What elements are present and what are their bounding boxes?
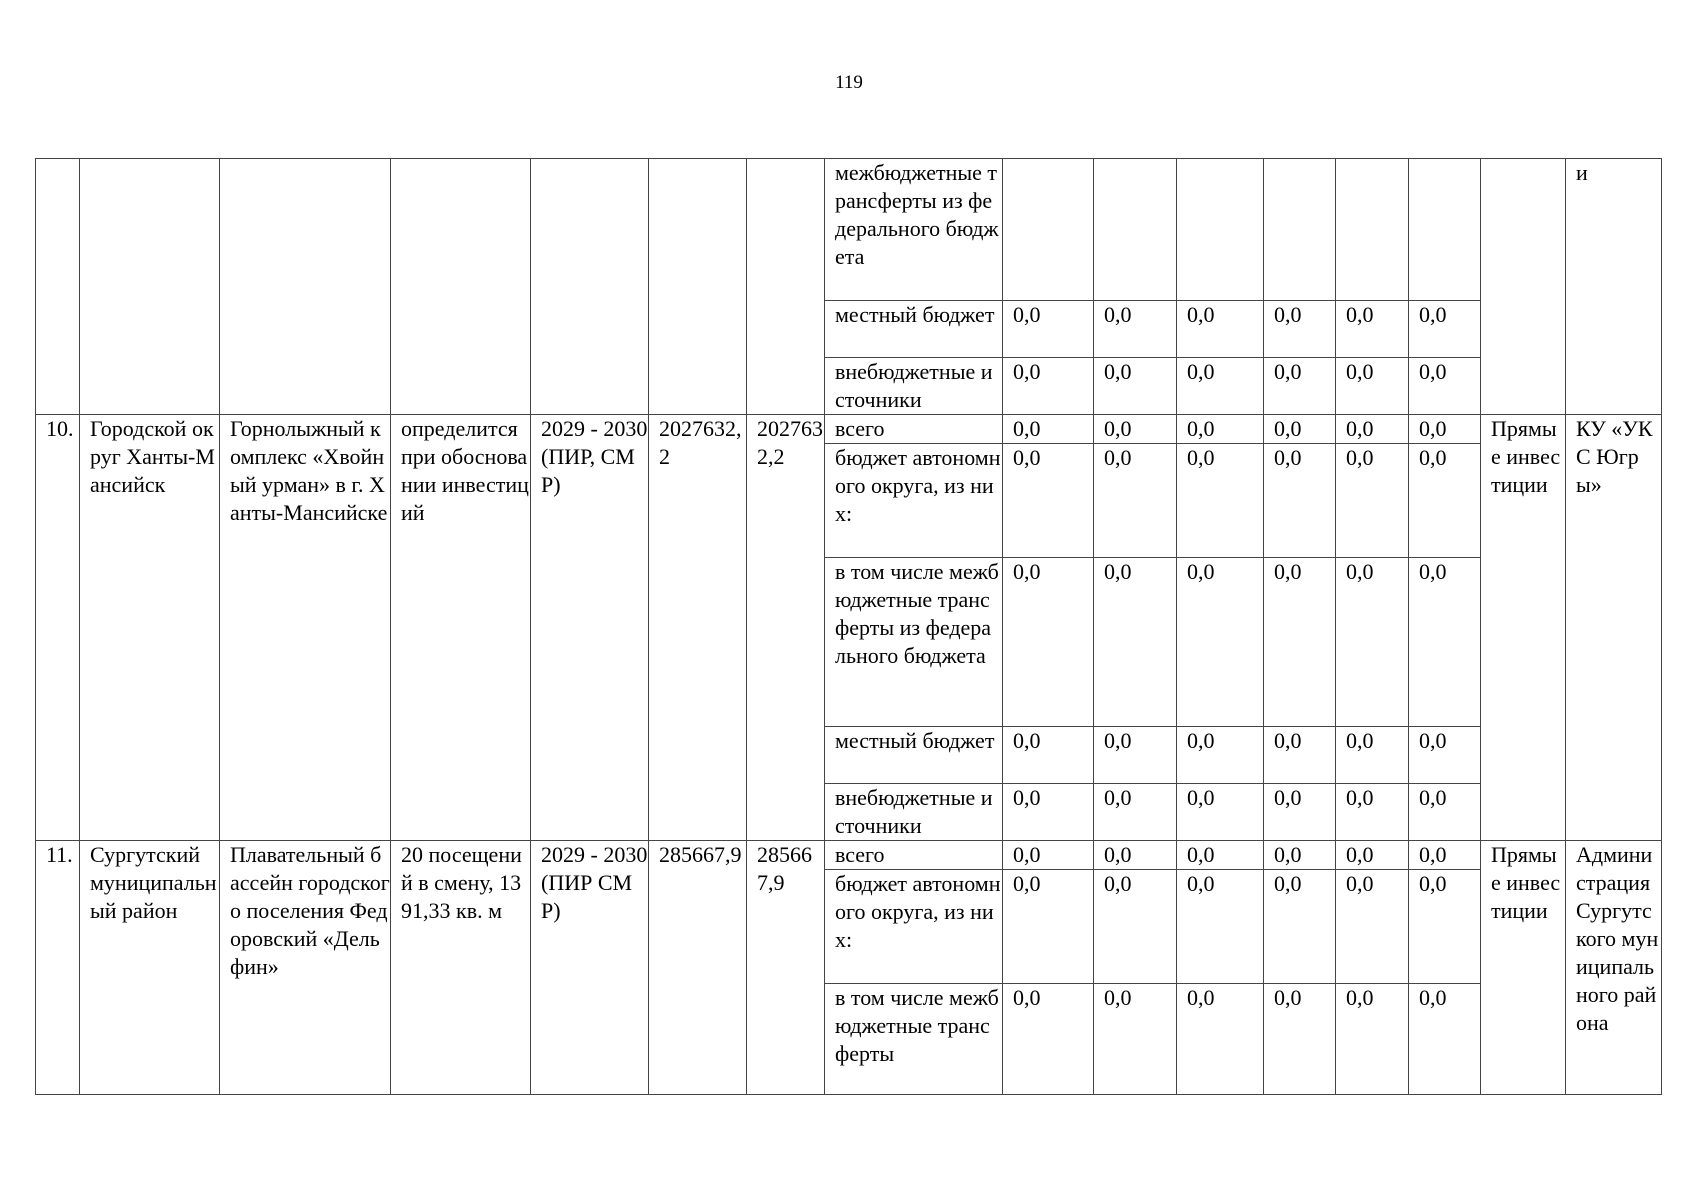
table-row <box>36 415 1662 444</box>
value-cell: 0,0 <box>1177 301 1264 358</box>
cell-remaining <box>747 159 825 415</box>
cell-investment-type <box>1481 159 1566 415</box>
value-cell: 0,0 <box>1264 444 1336 558</box>
value-cell: 0,0 <box>1336 301 1409 358</box>
value-cell: 0,0 <box>1409 415 1481 444</box>
value-cell: 0,0 <box>1409 558 1481 727</box>
cell-remaining: 2027632,2 <box>747 415 825 841</box>
cell-capacity: 20 посещений в смену, 1391,33 кв. м <box>391 841 531 1095</box>
funding-source-label: внебюджетные источники <box>825 358 1003 415</box>
value-cell: 0,0 <box>1336 984 1409 1095</box>
cell-executor: КУ «УКС Югры» <box>1566 415 1662 841</box>
funding-source-label: всего <box>825 841 1003 870</box>
value-cell: 0,0 <box>1264 727 1336 784</box>
cell-municipality: Сургутский муниципальный район <box>80 841 220 1095</box>
cell-num <box>36 159 80 415</box>
value-cell <box>1003 159 1094 301</box>
value-cell: 0,0 <box>1177 415 1264 444</box>
value-cell: 0,0 <box>1094 415 1177 444</box>
cell-num: 11. <box>36 841 80 1095</box>
value-cell: 0,0 <box>1336 784 1409 841</box>
cell-remaining: 285667,9 <box>747 841 825 1095</box>
value-cell: 0,0 <box>1177 444 1264 558</box>
value-cell: 0,0 <box>1264 841 1336 870</box>
value-cell: 0,0 <box>1409 984 1481 1095</box>
cell-object: Плавательный бассейн городского поселения Федоровский «Дельфин» <box>220 841 391 1095</box>
cell-period: 2029 - 2030 (ПИР, СМР) <box>531 415 649 841</box>
value-cell: 0,0 <box>1177 984 1264 1095</box>
value-cell: 0,0 <box>1177 727 1264 784</box>
cell-executor: и <box>1566 159 1662 415</box>
funding-source-label: всего <box>825 415 1003 444</box>
value-cell: 0,0 <box>1003 727 1094 784</box>
funding-source-label: местный бюджет <box>825 727 1003 784</box>
funding-source-label: бюджет автономного округа, из них: <box>825 870 1003 984</box>
value-cell: 0,0 <box>1094 444 1177 558</box>
cell-municipality: Городской округ Ханты-Мансийск <box>80 415 220 841</box>
value-cell: 0,0 <box>1336 727 1409 784</box>
cell-period <box>531 159 649 415</box>
value-cell: 0,0 <box>1177 358 1264 415</box>
table-row <box>36 159 1662 301</box>
value-cell: 0,0 <box>1409 870 1481 984</box>
value-cell: 0,0 <box>1003 301 1094 358</box>
value-cell: 0,0 <box>1409 444 1481 558</box>
value-cell: 0,0 <box>1003 870 1094 984</box>
value-cell: 0,0 <box>1094 784 1177 841</box>
value-cell <box>1094 159 1177 301</box>
value-cell: 0,0 <box>1409 841 1481 870</box>
value-cell <box>1264 159 1336 301</box>
value-cell: 0,0 <box>1094 984 1177 1095</box>
value-cell: 0,0 <box>1094 358 1177 415</box>
value-cell <box>1177 159 1264 301</box>
cell-cost: 285667,9 <box>649 841 747 1095</box>
cell-num: 10. <box>36 415 80 841</box>
value-cell: 0,0 <box>1177 870 1264 984</box>
value-cell: 0,0 <box>1409 784 1481 841</box>
cell-period: 2029 - 2030 (ПИР СМР) <box>531 841 649 1095</box>
value-cell: 0,0 <box>1177 784 1264 841</box>
value-cell: 0,0 <box>1003 444 1094 558</box>
value-cell: 0,0 <box>1094 727 1177 784</box>
cell-cost: 2027632,2 <box>649 415 747 841</box>
cell-object: Горнолыжный комплекс «Хвойный урман» в г. Ханты-Мансийске <box>220 415 391 841</box>
cell-municipality <box>80 159 220 415</box>
value-cell: 0,0 <box>1003 415 1094 444</box>
page-number: 119 <box>835 72 863 93</box>
value-cell: 0,0 <box>1094 558 1177 727</box>
value-cell: 0,0 <box>1003 358 1094 415</box>
value-cell: 0,0 <box>1336 558 1409 727</box>
cell-object <box>220 159 391 415</box>
value-cell: 0,0 <box>1264 301 1336 358</box>
value-cell: 0,0 <box>1336 358 1409 415</box>
value-cell <box>1409 159 1481 301</box>
value-cell: 0,0 <box>1003 841 1094 870</box>
value-cell: 0,0 <box>1336 870 1409 984</box>
budget-table <box>35 158 1662 1095</box>
cell-capacity: определится при обосновании инвестиций <box>391 415 531 841</box>
funding-source-label: межбюджетные трансферты из федерального бюджета <box>825 159 1003 301</box>
funding-source-label: в том числе межбюджетные трансферты <box>825 984 1003 1095</box>
value-cell: 0,0 <box>1409 727 1481 784</box>
value-cell: 0,0 <box>1336 841 1409 870</box>
table-row <box>36 841 1662 870</box>
value-cell: 0,0 <box>1336 415 1409 444</box>
cell-capacity <box>391 159 531 415</box>
funding-source-label: в том числе межбюджетные трансферты из федерального бюджета <box>825 558 1003 727</box>
value-cell: 0,0 <box>1177 558 1264 727</box>
value-cell: 0,0 <box>1003 558 1094 727</box>
value-cell: 0,0 <box>1264 870 1336 984</box>
value-cell: 0,0 <box>1264 784 1336 841</box>
value-cell: 0,0 <box>1336 444 1409 558</box>
value-cell: 0,0 <box>1264 415 1336 444</box>
funding-source-label: бюджет автономного округа, из них: <box>825 444 1003 558</box>
value-cell: 0,0 <box>1177 841 1264 870</box>
cell-executor: Администрация Сургутского муниципального района <box>1566 841 1662 1095</box>
value-cell: 0,0 <box>1094 841 1177 870</box>
funding-source-label: местный бюджет <box>825 301 1003 358</box>
value-cell: 0,0 <box>1264 984 1336 1095</box>
value-cell: 0,0 <box>1003 784 1094 841</box>
value-cell: 0,0 <box>1264 358 1336 415</box>
cell-cost <box>649 159 747 415</box>
value-cell: 0,0 <box>1094 870 1177 984</box>
funding-source-label: внебюджетные источники <box>825 784 1003 841</box>
value-cell: 0,0 <box>1003 984 1094 1095</box>
value-cell: 0,0 <box>1409 301 1481 358</box>
cell-investment-type: Прямые инвестиции <box>1481 841 1566 1095</box>
value-cell: 0,0 <box>1094 301 1177 358</box>
value-cell: 0,0 <box>1409 358 1481 415</box>
value-cell: 0,0 <box>1264 558 1336 727</box>
cell-investment-type: Прямые инвестиции <box>1481 415 1566 841</box>
value-cell <box>1336 159 1409 301</box>
